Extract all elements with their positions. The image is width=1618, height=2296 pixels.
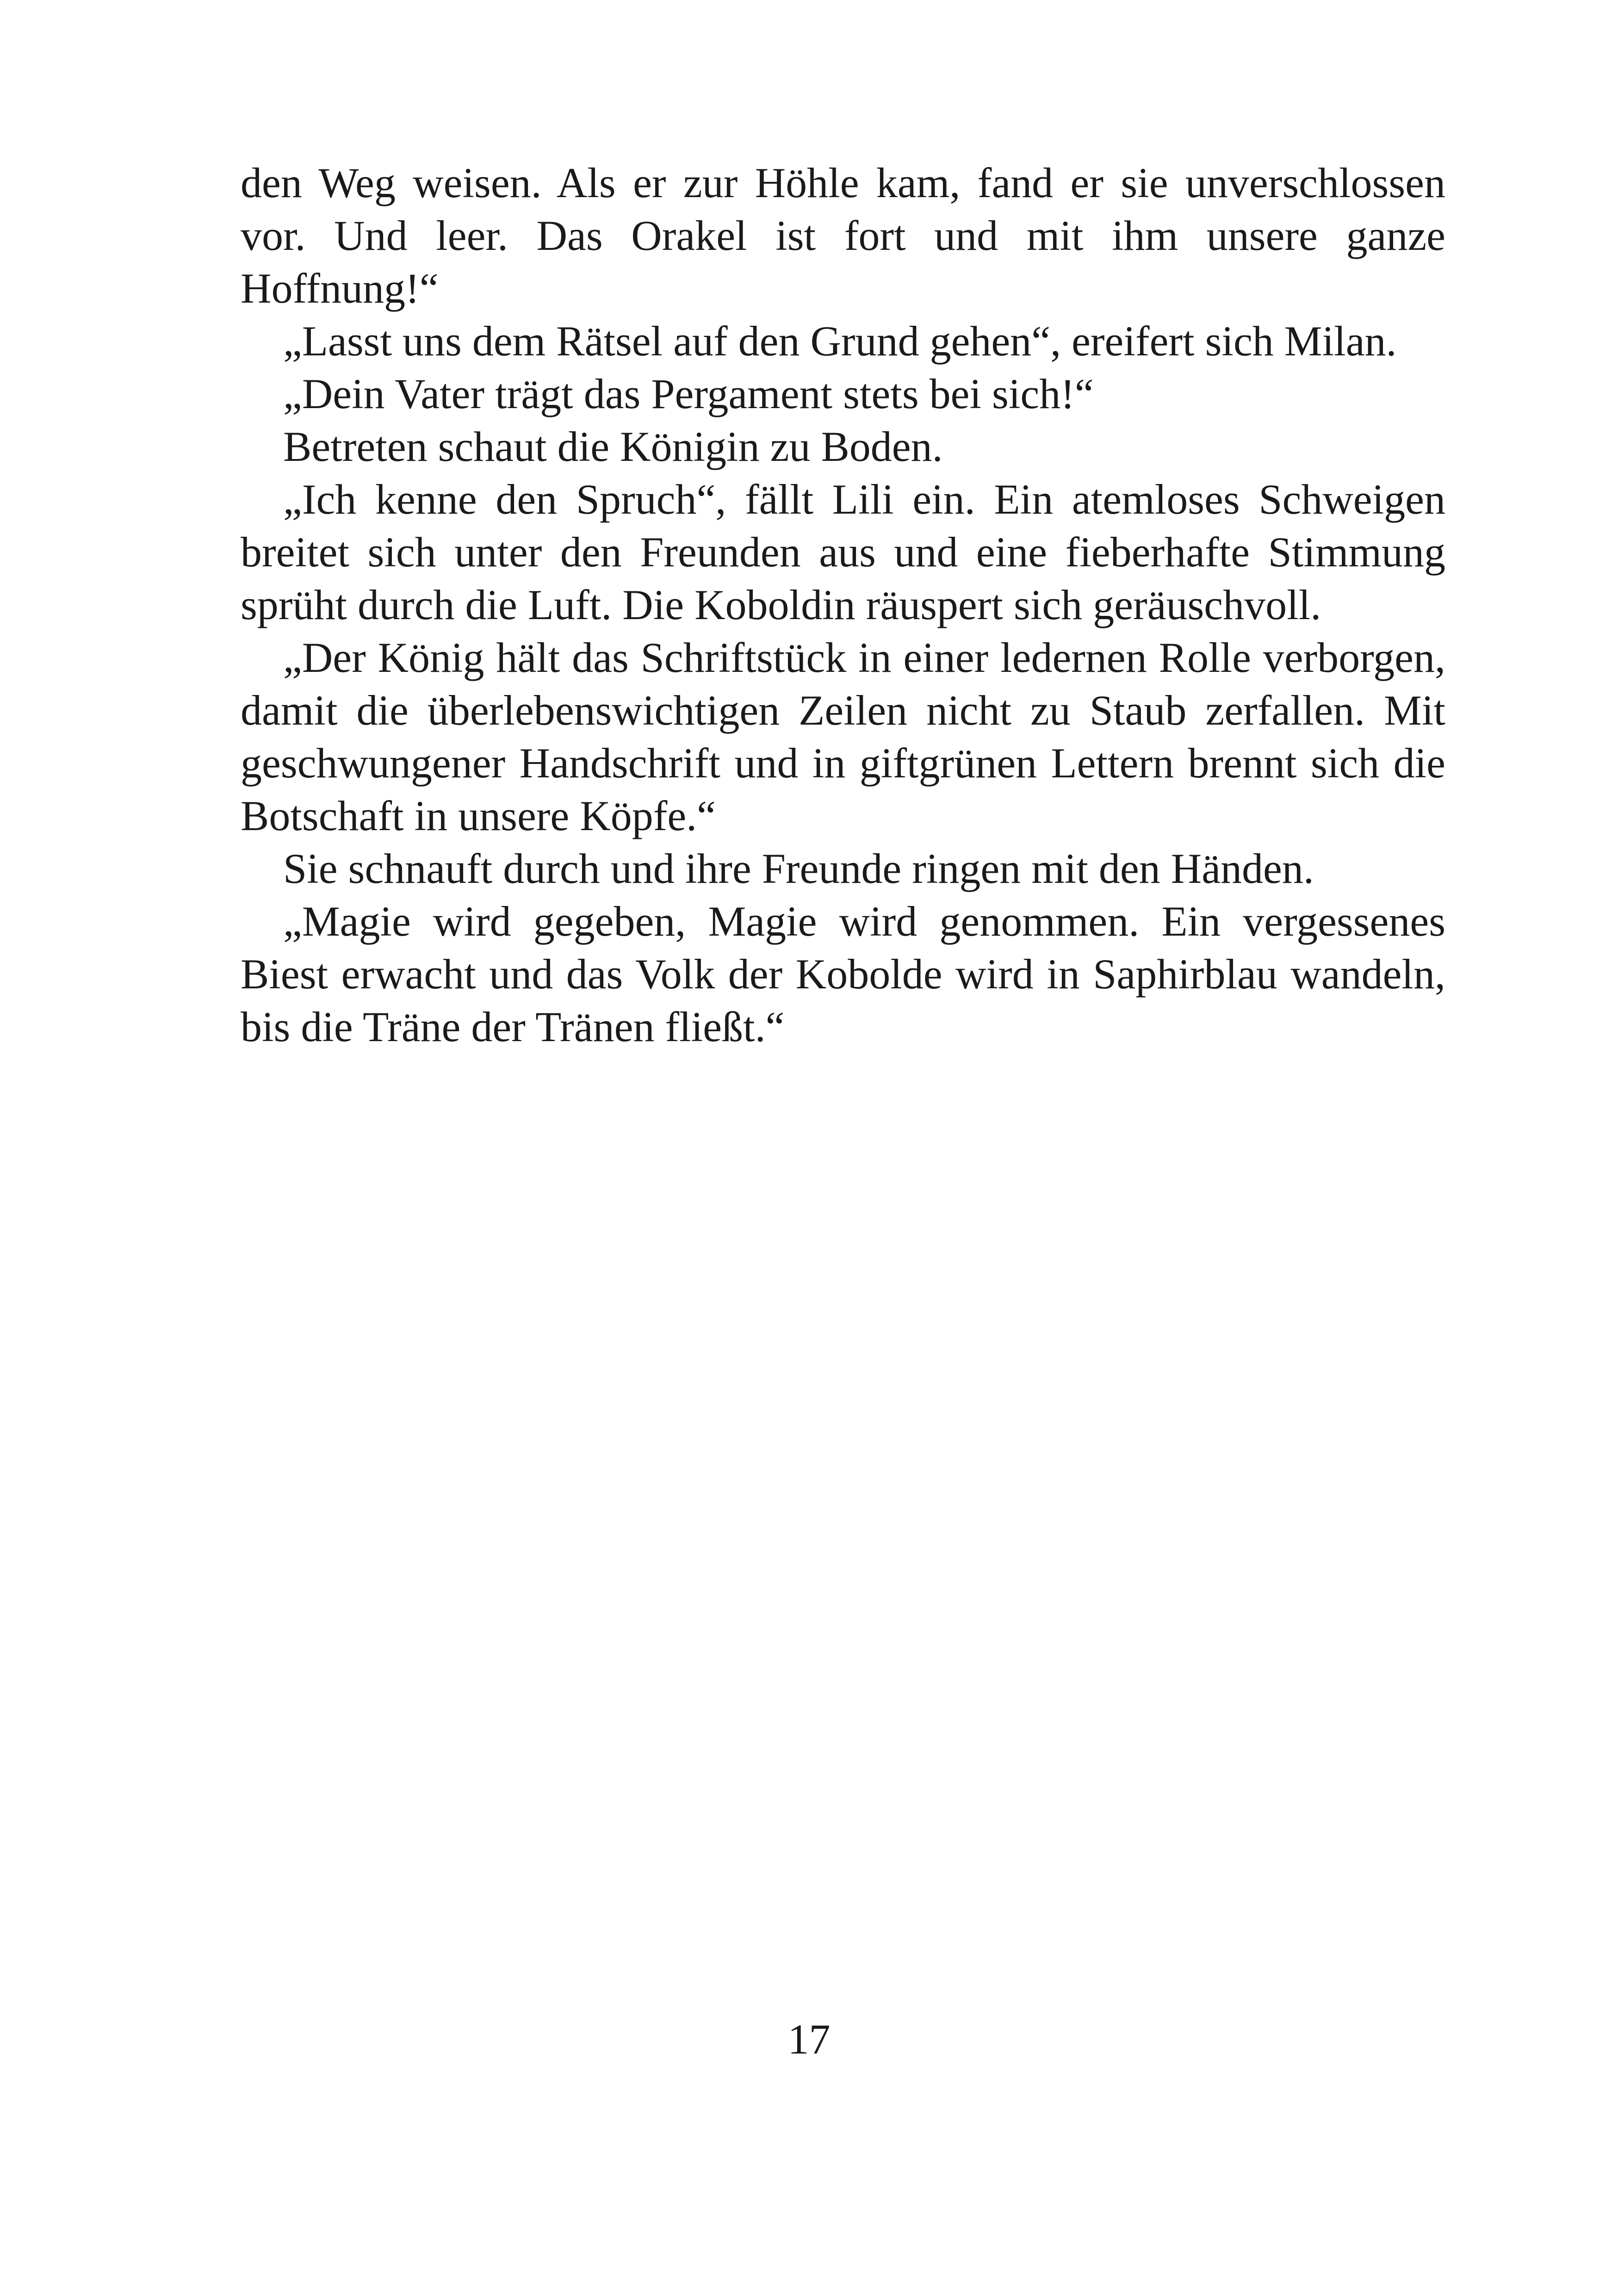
paragraph-king-scroll: „Der König hält das Schriftstück in einer ledernen Rolle verborgen, damit die überlebenswichtigen Zeilen nicht zu Staub zerfallen. Mit geschwungener Handschrift und in giftgrünen Lettern brennt sich die Botschaft in unsere Köpfe.“: [241, 634, 1445, 839]
paragraph-friends: Sie schnauft durch und ihre Freunde ringen mit den Händen.: [283, 845, 1314, 892]
page-number: 17: [787, 2016, 831, 2063]
paragraph-lili: „Ich kenne den Spruch“, fällt Lili ein. Ein atemloses Schweigen breitet sich unter den Freunden aus und eine fieberhafte Stimmung sprüht durch die Luft. Die Koboldin räuspert sich geräuschvoll.: [241, 476, 1445, 628]
paragraph-continuation: den Weg weisen. Als er zur Höhle kam, fand er sie unverschlossen vor. Und leer. Das Orakel ist fort und mit ihm unsere ganze Hoffnung!“: [241, 159, 1445, 312]
body-text: [241, 156, 1445, 1053]
paragraph-dialogue-milan: „Lasst uns dem Rätsel auf den Grund gehen“, ereifert sich Milan.: [283, 317, 1397, 365]
paragraph-dialogue-pergament: „Dein Vater trägt das Pergament stets bei sich!“: [283, 370, 1094, 417]
paragraph-prophecy: „Magie wird gegeben, Magie wird genommen. Ein vergessenes Biest erwacht und das Volk der Kobolde wird in Saphirblau wandeln, bis die Träne der Tränen fließt.“: [241, 898, 1445, 1050]
paragraph-queen: Betreten schaut die Königin zu Boden.: [283, 423, 943, 470]
